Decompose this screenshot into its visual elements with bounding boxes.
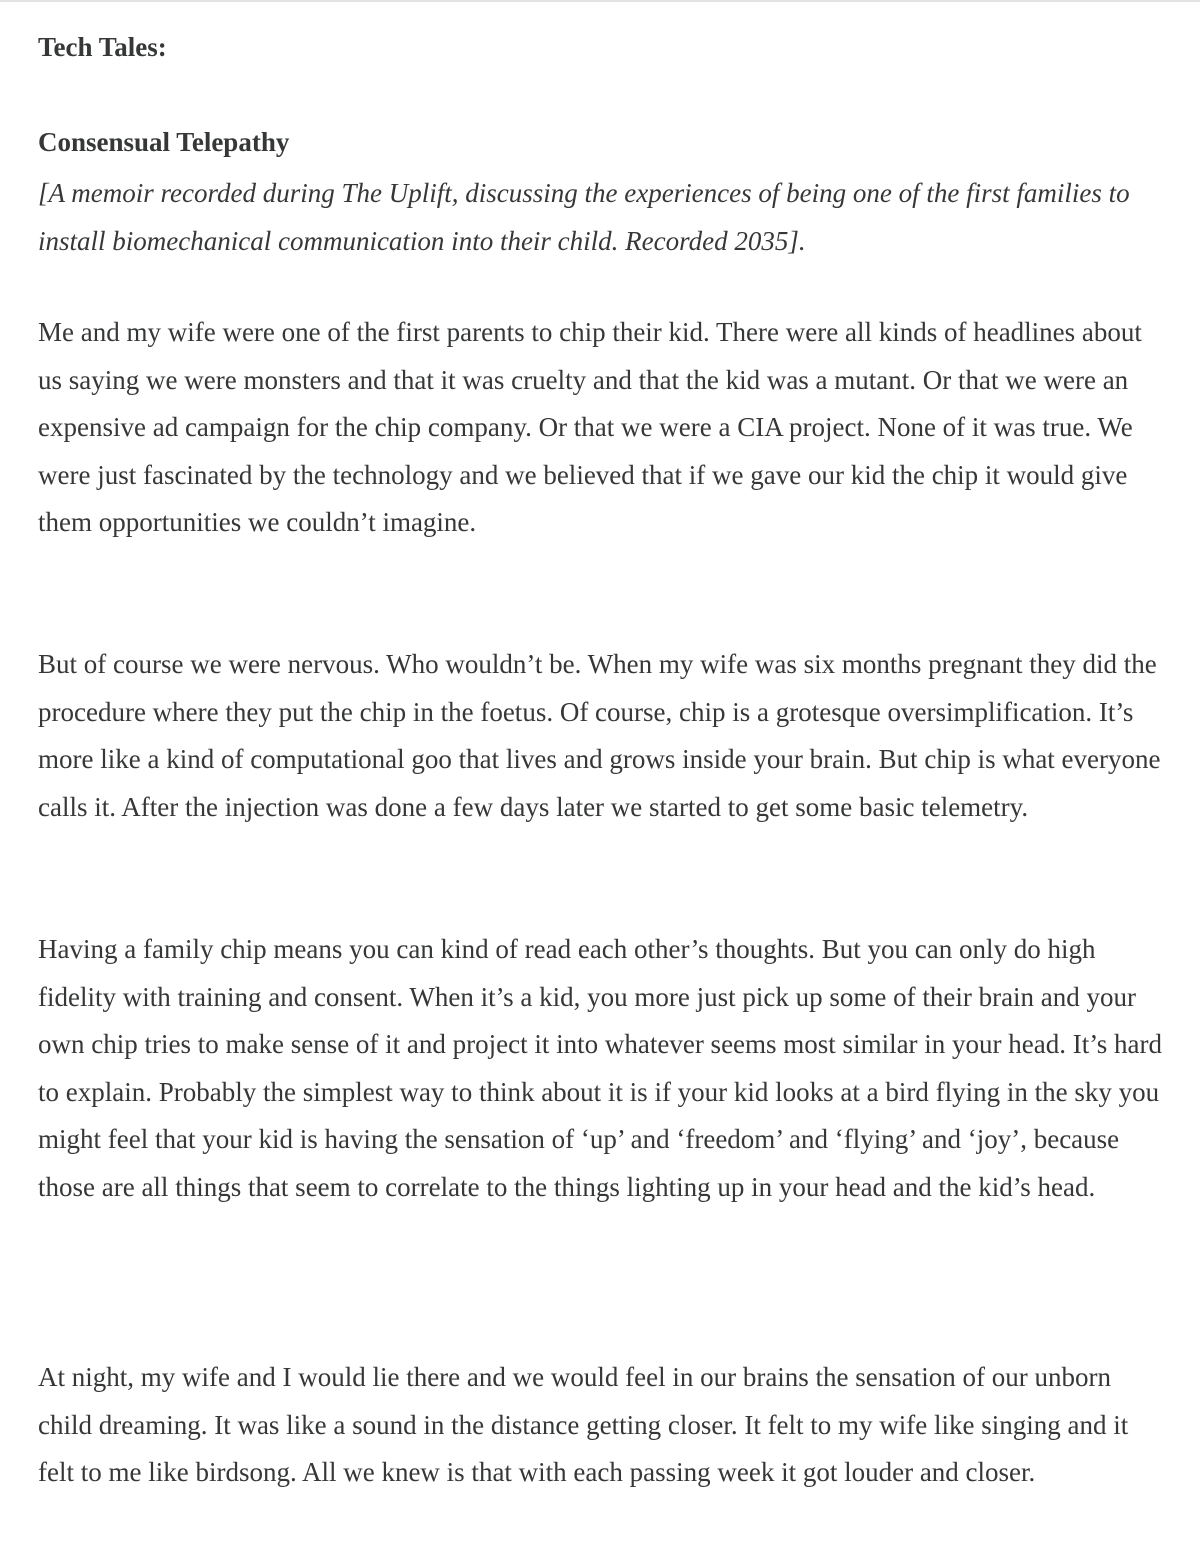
paragraph: At night, my wife and I would lie there and we would feel in our brains the sensation of our unborn child dreaming. It was like a sound in the distance getting closer. It felt to my wife like singing and it felt to me like birdsong. All we knew is that with each passing week it got louder and closer.	[38, 1362, 1129, 1487]
section-label: Tech Tales:	[38, 32, 167, 62]
paragraph: Me and my wife were one of the first parents to chip their kid. There were all kinds of headlines about us saying we were monsters and that it was cruelty and that the kid was a mutant. Or that we were an expensive ad campaign for the chip company. Or that we were a CIA project. None of it was true. We were just fascinated by the technology and we believed that if we gave our kid the chip it would give them opportunities we couldn’t imagine.	[38, 317, 1142, 537]
paragraph: Having a family chip means you can kind of read each other’s thoughts. But you can only do high fidelity with training and consent. When it’s a kid, you more just pick up some of their brain and your own chip tries to make sense of it and project it into whatever seems most similar in your head. It’s hard to explain. Probably the simplest way to think about it is if your kid looks at a bird flying in the sky you might feel that your kid is having the sensation of ‘up’ and ‘freedom’ and ‘flying’ and ‘joy’, because those are all things that seem to correlate to the things lighting up in your head and the kid’s head.	[38, 934, 1162, 1202]
top-divider	[0, 0, 1200, 2]
story-subtitle: [A memoir recorded during The Uplift, discussing the experiences of being one of the first families to install biomechanical communication into their child. Recorded 2035].	[38, 178, 1130, 256]
story-title: Consensual Telepathy	[38, 127, 290, 157]
paragraph: But of course we were nervous. Who wouldn’t be. When my wife was six months pregnant they did the procedure where they put the chip in the foetus. Of course, chip is a grotesque oversimplification. It’s more like a kind of computational goo that lives and grows inside your brain. But chip is what everyone calls it. After the injection was done a few days later we started to get some basic telemetry.	[38, 649, 1161, 822]
